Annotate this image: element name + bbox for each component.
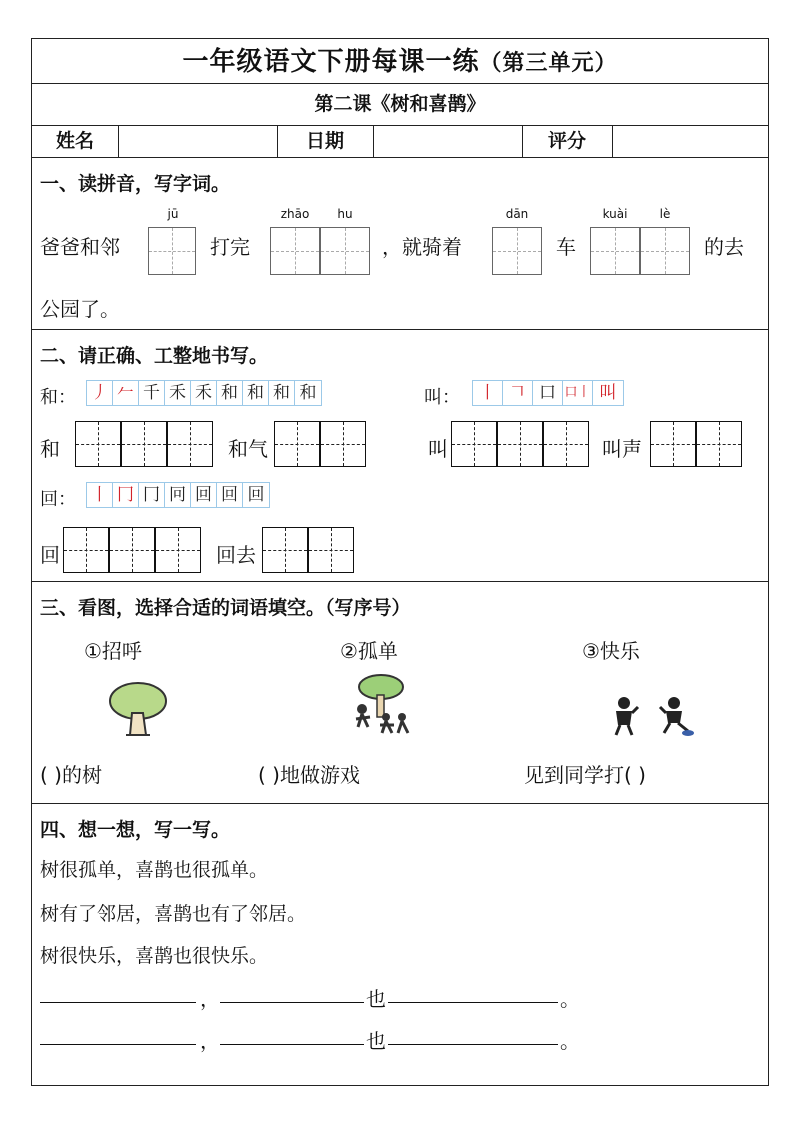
pinyin-zhao: zhāo xyxy=(280,207,310,221)
stroke-step: 禾 xyxy=(191,381,217,405)
stroke-step: 和 xyxy=(243,381,269,405)
pinyin-ju: jū xyxy=(167,207,179,221)
writing-box[interactable] xyxy=(640,227,690,275)
stroke-order-jiao xyxy=(472,380,624,406)
stroke-step: 口 xyxy=(533,381,563,405)
writing-box[interactable] xyxy=(270,227,320,275)
stroke-order-he xyxy=(86,380,322,406)
practice-box[interactable] xyxy=(121,421,167,467)
divider xyxy=(612,125,613,157)
stroke-step: 叫 xyxy=(599,383,617,403)
tree-image xyxy=(106,679,170,741)
practice-box[interactable] xyxy=(75,421,121,467)
practice-heqi-label: 和气 xyxy=(228,437,268,461)
option-1: ①招呼 xyxy=(84,639,142,663)
name-field[interactable] xyxy=(120,127,276,155)
section1-title: 一、读拼音，写字词。 xyxy=(40,173,231,195)
writing-box[interactable] xyxy=(492,227,542,275)
page-title xyxy=(32,39,768,83)
answer-blank[interactable] xyxy=(40,1025,196,1045)
stroke-step: 丨 xyxy=(473,381,503,405)
score-label: 评分 xyxy=(547,130,586,152)
practice-box[interactable] xyxy=(497,421,543,467)
blank-1[interactable]: ( )的树 xyxy=(40,763,102,787)
answer-blank[interactable] xyxy=(388,1025,558,1045)
practice-box[interactable] xyxy=(109,527,155,573)
practice-box[interactable] xyxy=(320,421,366,467)
practice-box[interactable] xyxy=(167,421,213,467)
divider xyxy=(373,125,374,157)
name-label: 姓名 xyxy=(55,130,94,152)
writing-box[interactable] xyxy=(590,227,640,275)
stroke-step: 回 xyxy=(191,483,217,507)
pinyin-kuai: kuài xyxy=(602,207,628,221)
practice-huiqu-label: 回去 xyxy=(216,543,256,567)
ye-char: 也 xyxy=(366,987,386,1011)
s1-text-b: 打完 xyxy=(210,235,250,259)
answer-blank[interactable] xyxy=(388,983,558,1003)
period: 。 xyxy=(560,1029,580,1053)
practice-box[interactable] xyxy=(543,421,589,467)
section4-title: 四、想一想，写一写。 xyxy=(40,819,231,841)
comma: ， xyxy=(200,1029,220,1053)
practice-box[interactable] xyxy=(650,421,696,467)
title-main: 一年级语文下册每课一练 xyxy=(182,47,480,77)
stroke-step: 禾 xyxy=(165,381,191,405)
pinyin-hu: hu xyxy=(337,207,353,221)
practice-hui-label: 回 xyxy=(40,543,60,567)
example-line-2: 树有了邻居，喜鹊也有了邻居。 xyxy=(40,903,307,925)
pinyin-dan: dān xyxy=(505,207,529,221)
practice-box[interactable] xyxy=(63,527,109,573)
example-line-1: 树很孤单，喜鹊也很孤单。 xyxy=(40,859,269,881)
divider xyxy=(118,125,119,157)
practice-jiao-label: 叫 xyxy=(428,437,448,461)
stroke-step: 口丨 xyxy=(563,381,593,405)
option-3: ③快乐 xyxy=(582,639,640,663)
stroke-step: 和 xyxy=(217,381,243,405)
date-label: 日期 xyxy=(305,130,344,152)
option-2: ②孤单 xyxy=(340,639,398,663)
stroke-order-hui xyxy=(86,482,270,508)
period: 。 xyxy=(560,987,580,1011)
writing-box[interactable] xyxy=(320,227,370,275)
stroke-step: 丨 xyxy=(87,483,113,507)
stroke-step: 回 xyxy=(217,483,243,507)
practice-box[interactable] xyxy=(155,527,201,573)
stroke-step: 和 xyxy=(299,383,317,403)
children-greeting-image xyxy=(604,695,700,737)
divider xyxy=(32,581,768,582)
practice-jiaosheng-label: 叫声 xyxy=(602,437,642,461)
s1-text-d: 车 xyxy=(556,235,576,259)
stroke-step: 𠃍 xyxy=(503,381,533,405)
stroke-step: 冂 xyxy=(139,483,165,507)
practice-box[interactable] xyxy=(696,421,742,467)
divider xyxy=(32,329,768,330)
divider xyxy=(32,157,768,158)
stroke-step: 千 xyxy=(139,381,165,405)
ye-char: 也 xyxy=(366,1029,386,1053)
char-hui-label: 回： xyxy=(40,489,76,510)
char-he-label: 和： xyxy=(40,387,76,408)
stroke-step: 𠂉 xyxy=(113,381,139,405)
stroke-step: 冋 xyxy=(165,483,191,507)
stroke-step: 和 xyxy=(269,381,295,405)
char-jiao-label: 叫： xyxy=(424,387,460,408)
children-playing-image xyxy=(348,673,414,739)
answer-blank[interactable] xyxy=(220,983,364,1003)
s1-text-c: ，就骑着 xyxy=(382,235,462,259)
stroke-step: 冂 xyxy=(113,483,139,507)
blank-2[interactable]: ( )地做游戏 xyxy=(258,763,360,787)
answer-blank[interactable] xyxy=(220,1025,364,1045)
example-line-3: 树很快乐，喜鹊也很快乐。 xyxy=(40,945,269,967)
s1-text-a: 爸爸和邻 xyxy=(40,235,120,259)
writing-box[interactable] xyxy=(148,227,196,275)
worksheet xyxy=(31,38,769,1086)
practice-box[interactable] xyxy=(308,527,354,573)
s1-text-f: 公园了。 xyxy=(40,297,120,321)
date-field[interactable] xyxy=(375,127,521,155)
section3-title: 三、看图，选择合适的词语填空。（写序号） xyxy=(40,597,411,619)
practice-box[interactable] xyxy=(262,527,308,573)
section2-title: 二、请正确、工整地书写。 xyxy=(40,345,269,367)
stroke-step: 丿 xyxy=(87,381,113,405)
divider xyxy=(32,125,768,126)
practice-box[interactable] xyxy=(274,421,320,467)
score-field[interactable] xyxy=(614,127,764,155)
title-unit: （第三单元） xyxy=(479,51,618,76)
stroke-step: 回 xyxy=(247,485,265,505)
lesson-title: 第二课《树和喜鹊》 xyxy=(314,93,486,115)
pinyin-le: lè xyxy=(659,207,671,221)
s1-text-e: 的去 xyxy=(704,235,744,259)
comma: ， xyxy=(200,987,220,1011)
blank-3[interactable]: 见到同学打( ) xyxy=(524,763,646,787)
practice-box[interactable] xyxy=(451,421,497,467)
practice-he-label: 和 xyxy=(40,437,60,461)
divider xyxy=(32,803,768,804)
answer-blank[interactable] xyxy=(40,983,196,1003)
